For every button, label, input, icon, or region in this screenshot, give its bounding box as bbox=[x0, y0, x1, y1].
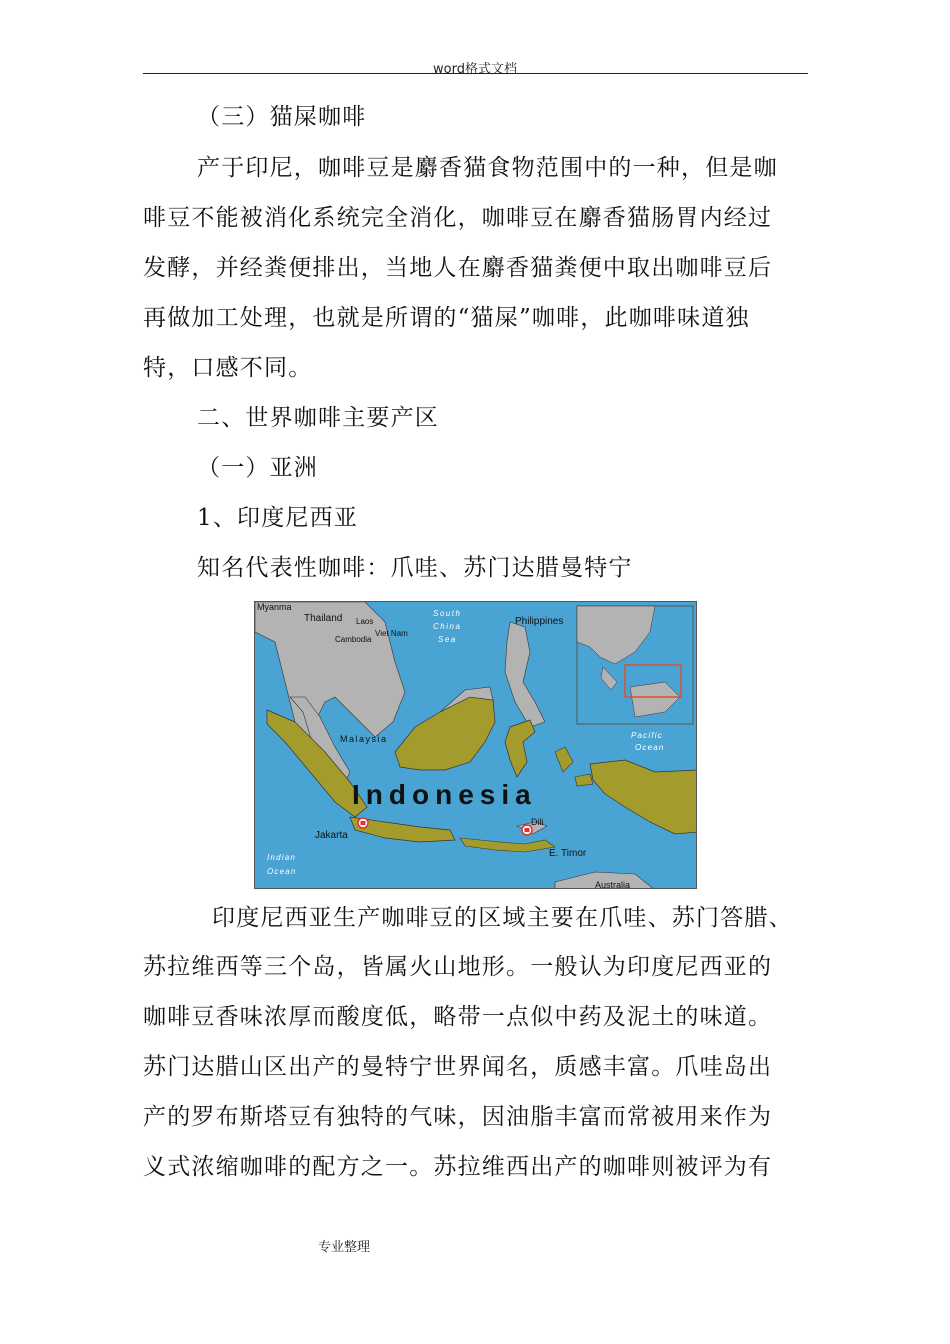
label-myanmar: Myanma bbox=[257, 602, 292, 612]
heading-civet-coffee: （三）猫屎咖啡 bbox=[197, 104, 367, 130]
paragraph-line: 义式浓缩咖啡的配方之一。苏拉维西出产的咖啡则被评为有 bbox=[143, 1154, 773, 1180]
page-footer: 专业整理 bbox=[318, 1240, 371, 1255]
label-thailand: Thailand bbox=[304, 613, 343, 624]
map-title: Indonesia bbox=[352, 779, 537, 810]
label-dili: Dili bbox=[531, 817, 544, 827]
paragraph-line: 苏拉维西等三个岛，皆属火山地形。一般认为印度尼西亚的 bbox=[143, 954, 773, 980]
label-philippines: Philippines bbox=[515, 616, 564, 627]
label-indian-ocean: Ocean bbox=[267, 867, 297, 876]
label-laos: Laos bbox=[356, 617, 374, 626]
dili-capital-icon bbox=[522, 825, 532, 835]
label-south-china-sea: South bbox=[433, 609, 462, 618]
indonesia-map bbox=[254, 601, 697, 889]
heading-indonesia: 1、印度尼西亚 bbox=[197, 505, 359, 531]
label-indian-ocean: Indian bbox=[267, 853, 296, 862]
jakarta-capital-icon bbox=[358, 818, 368, 828]
paragraph-line: 产的罗布斯塔豆有独特的气味，因油脂丰富而常被用来作为 bbox=[143, 1104, 773, 1130]
label-malaysia: Malaysia bbox=[340, 734, 388, 744]
label-jakarta: Jakarta bbox=[315, 830, 348, 841]
label-east-timor: E. Timor bbox=[549, 848, 587, 859]
famous-coffee-line: 知名代表性咖啡：爪哇、苏门达腊曼特宁 bbox=[197, 555, 633, 581]
paragraph-line: 苏门达腊山区出产的曼特宁世界闻名，质感丰富。爪哇岛出 bbox=[143, 1054, 773, 1080]
paragraph-line: 产于印尼，咖啡豆是麝香猫食物范围中的一种，但是咖 bbox=[197, 155, 778, 181]
heading-coffee-regions: 二、世界咖啡主要产区 bbox=[197, 405, 439, 431]
label-pacific-ocean: Ocean bbox=[635, 743, 665, 752]
heading-asia: （一）亚洲 bbox=[197, 455, 318, 481]
paragraph-line: 印度尼西亚生产咖啡豆的区域主要在爪哇、苏门答腊、 bbox=[212, 905, 793, 931]
paragraph-line: 再做加工处理，也就是所谓的“猫屎”咖啡，此咖啡味道独 bbox=[143, 305, 750, 331]
label-pacific-ocean: Pacific bbox=[631, 731, 663, 740]
paragraph-line: 发酵，并经粪便排出，当地人在麝香猫粪便中取出咖啡豆后 bbox=[143, 255, 773, 281]
paragraph-line: 啡豆不能被消化系统完全消化，咖啡豆在麝香猫肠胃内经过 bbox=[143, 205, 773, 231]
paragraph-line: 特，口感不同。 bbox=[143, 355, 313, 381]
page-header: word格式文档 bbox=[433, 62, 517, 77]
paragraph-line: 咖啡豆香味浓厚而酸度低，略带一点似中药及泥土的味道。 bbox=[143, 1004, 773, 1030]
label-south-china-sea: Sea bbox=[438, 635, 457, 644]
label-australia: Australia bbox=[595, 880, 631, 889]
label-cambodia: Cambodia bbox=[335, 635, 372, 644]
label-vietnam: Viet Nam bbox=[375, 629, 408, 638]
label-south-china-sea: China bbox=[433, 622, 462, 631]
header-rule bbox=[143, 73, 808, 74]
